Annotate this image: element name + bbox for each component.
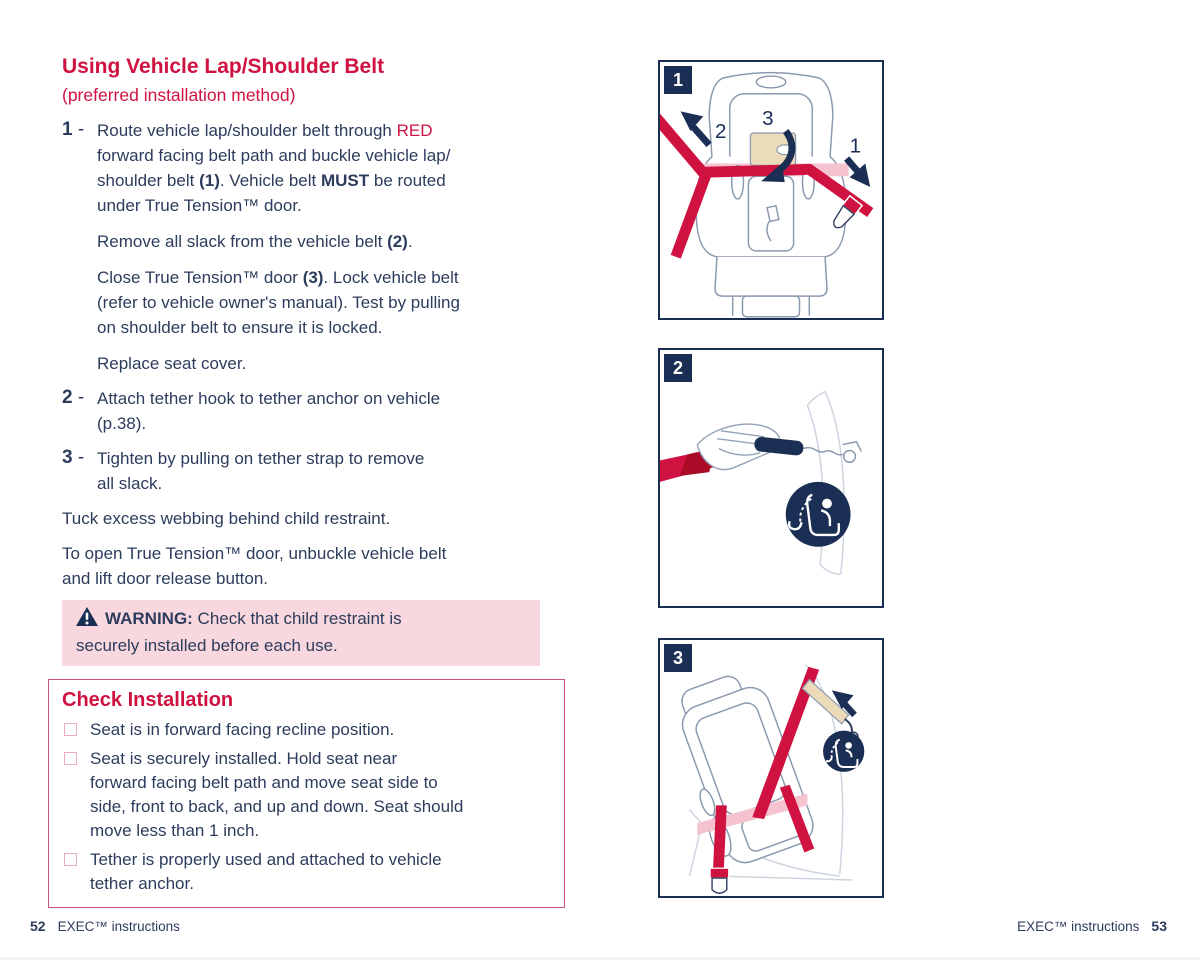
checkbox-icon xyxy=(64,752,77,765)
step-2 xyxy=(62,386,554,436)
anchor-hardware xyxy=(803,442,861,463)
note-tuck-webbing: Tuck excess webbing behind child restraint. xyxy=(62,509,391,528)
panel-number-badge: 3 xyxy=(664,644,692,672)
footer-right xyxy=(1017,918,1167,934)
checklist-item-text: Tether is properly used and attached to vehicle tether anchor. xyxy=(90,850,442,893)
footer-left xyxy=(30,918,180,934)
tether-anchor-badge-icon xyxy=(786,482,851,547)
callout-3: 3 xyxy=(762,107,774,131)
warning-box xyxy=(62,600,540,666)
arrow-down-right-icon xyxy=(847,159,871,187)
checklist-item xyxy=(62,747,552,843)
instructions-column xyxy=(62,54,554,908)
buckle-graphic xyxy=(710,868,729,893)
panel-number-badge: 1 xyxy=(664,66,692,94)
checkbox-icon xyxy=(64,723,77,736)
page-number-right: 53 xyxy=(1151,918,1167,934)
panel-number-badge: 2 xyxy=(664,354,692,382)
arrow-up-left-icon xyxy=(681,111,709,144)
page-title: Using Vehicle Lap/Shoulder Belt xyxy=(62,55,385,78)
step-1-paragraph-4: Replace seat cover. xyxy=(97,354,247,373)
figure-panel-1 xyxy=(658,60,884,320)
illustration-tighten-tether xyxy=(660,640,882,896)
step-1-paragraph-3: Close True Tension™ door (3). Lock vehicle belt (refer to vehicle owner's manual). Test by pulling on shoulder belt to ensure it is locked. xyxy=(97,268,460,337)
child-seat-graphic xyxy=(661,665,819,871)
step-1 xyxy=(62,118,554,218)
callout-2: 2 xyxy=(715,119,727,143)
checklist-item xyxy=(62,848,552,896)
page-number-left: 52 xyxy=(30,918,46,934)
callout-1: 1 xyxy=(849,134,862,158)
step-3-text: Tighten by pulling on tether strap to remove all slack. xyxy=(97,449,425,493)
step-2-text: Attach tether hook to tether anchor on vehicle (p.38). xyxy=(97,389,441,433)
check-installation-box xyxy=(48,679,565,908)
step-1-paragraph-2: Remove all slack from the vehicle belt (2). xyxy=(97,232,413,251)
figure-panel-2 xyxy=(658,348,884,608)
checklist-item-text: Seat is in forward facing recline position. xyxy=(90,720,395,739)
figure-panel-3 xyxy=(658,638,884,898)
step-1-text: Route vehicle lap/shoulder belt through RED forward facing belt path and buckle vehicle lap/ shoulder belt (1). Vehicle belt MUST be routed under True Tension™ door. xyxy=(97,121,451,215)
step-3 xyxy=(62,446,554,496)
warning-text: WARNING: Check that child restraint is securely installed before each use. xyxy=(76,609,402,655)
footer-label-left: EXEC™ instructions xyxy=(57,919,180,934)
step-1-number: 1 - xyxy=(62,119,85,140)
note-open-door: To open True Tension™ door, unbuckle vehicle belt and lift door release button. xyxy=(62,544,447,588)
footer-label-right: EXEC™ instructions xyxy=(1017,919,1140,934)
tether-anchor-badge-icon xyxy=(823,731,864,772)
checklist-item-text: Seat is securely installed. Hold seat near forward facing belt path and move seat side to side, front to back, and up and down. Seat should move less than 1 inch. xyxy=(90,749,464,840)
check-installation-title: Check Installation xyxy=(62,689,234,711)
step-2-number: 2 - xyxy=(62,387,85,408)
step-3-number: 3 - xyxy=(62,447,85,468)
warning-triangle-icon xyxy=(76,607,98,633)
illustration-belt-routing xyxy=(660,62,882,318)
checkbox-icon xyxy=(64,853,77,866)
page-subtitle: (preferred installation method) xyxy=(62,85,296,105)
checklist-item xyxy=(62,718,552,742)
illustration-attach-tether xyxy=(660,350,882,606)
